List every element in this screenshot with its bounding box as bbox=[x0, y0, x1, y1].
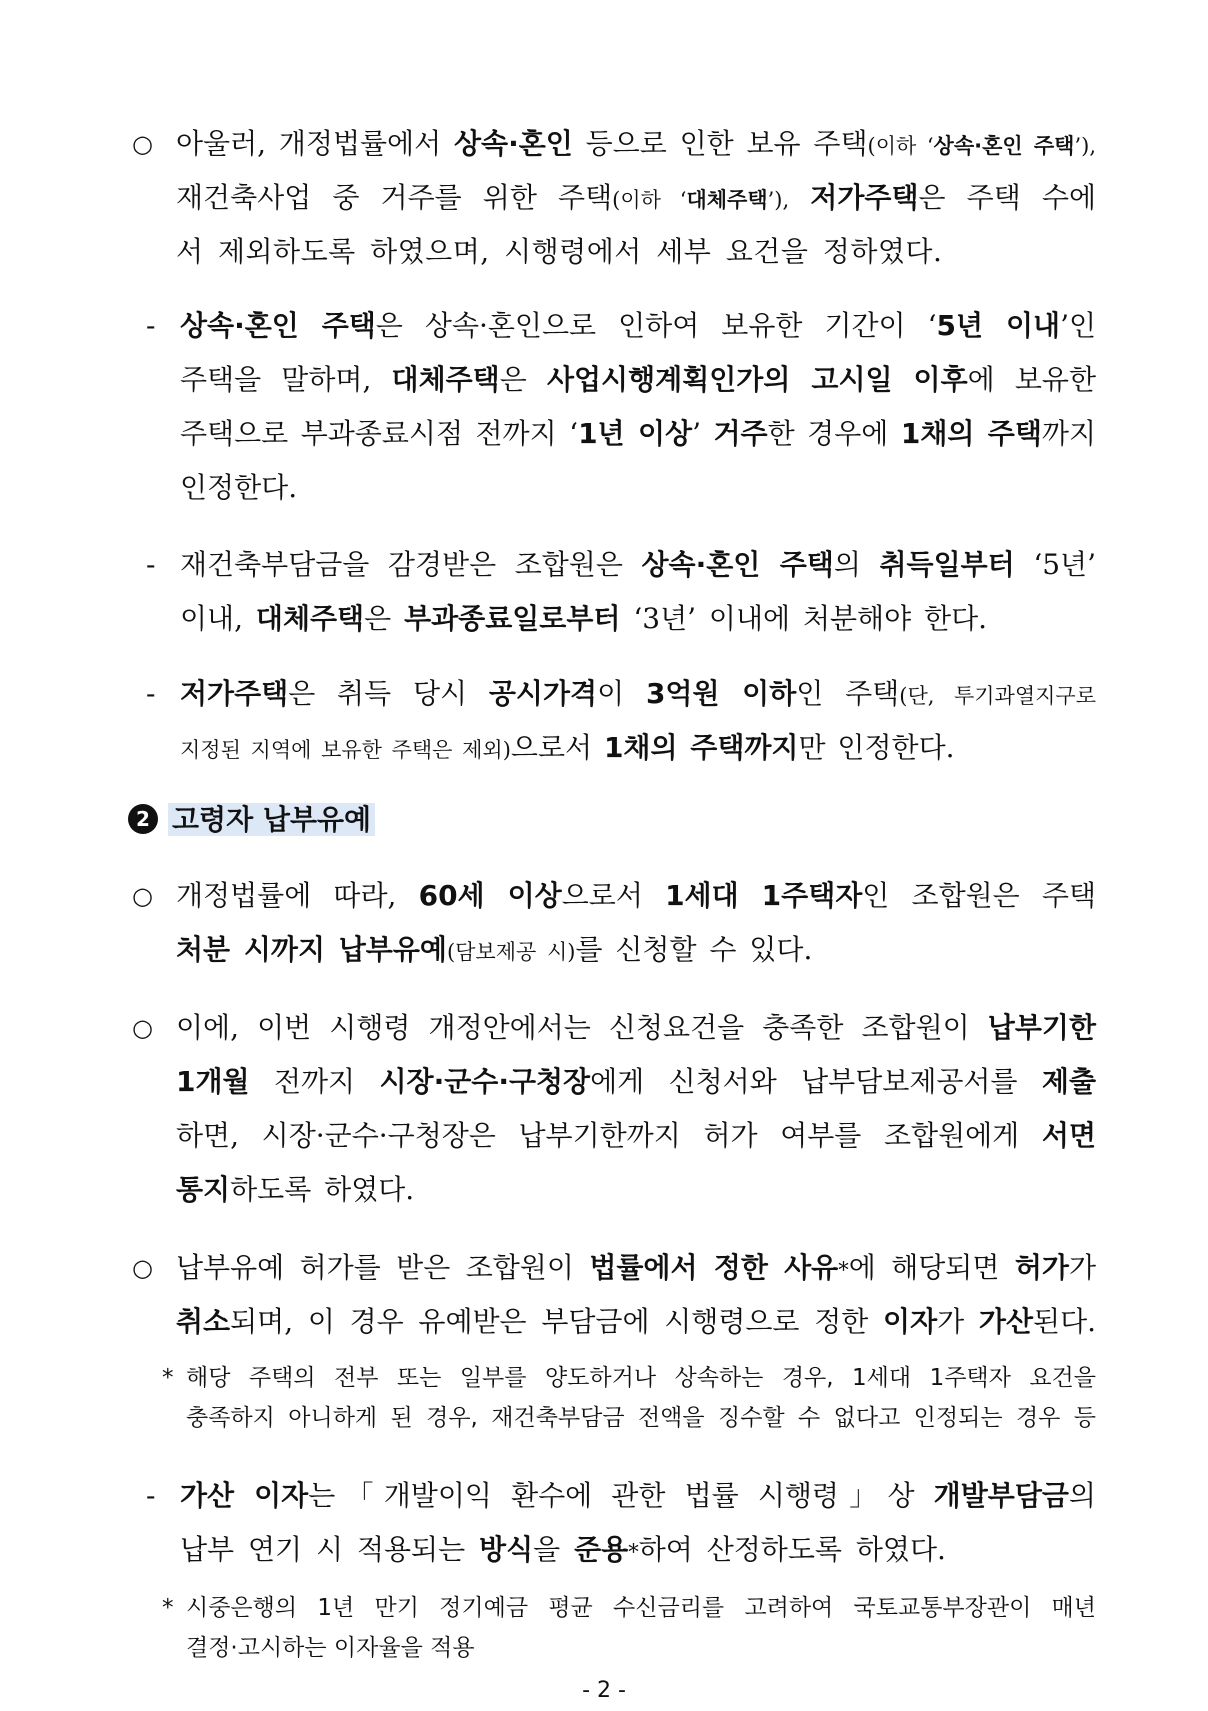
bold-text: 준용 bbox=[574, 1533, 629, 1566]
bold-text: 대체주택 bbox=[255, 602, 365, 635]
bold-text: 60세 이상 bbox=[418, 879, 562, 912]
text-line bbox=[180, 414, 1096, 454]
bold-text: 통지 bbox=[176, 1173, 231, 1206]
text-run: 이 bbox=[597, 677, 646, 710]
bold-text: 5년 이내 bbox=[936, 309, 1061, 342]
text-run: 을 bbox=[533, 1533, 575, 1566]
text-run: 를 신청할 수 있다. bbox=[575, 933, 813, 966]
circle-bullet: ○ bbox=[132, 882, 153, 910]
bold-text: 제출 bbox=[1041, 1065, 1096, 1098]
text-run: 하면, 시장·군수·구청장은 납부기한까지 허가 여부를 조합원에게 bbox=[176, 1119, 1042, 1152]
footnote-line: 해당 주택의 전부 또는 일부를 양도하거나 상속하는 경우, 1세대 1주택자 요건을 bbox=[186, 1365, 1096, 1391]
footnote-line: 충족하지 아니하게 된 경우, 재건축부담금 전액을 징수할 수 없다고 인정되는 경우 등 bbox=[186, 1405, 1096, 1431]
dash-bullet: - bbox=[146, 1479, 156, 1512]
text-run: 이에, 이번 시행령 개정안에서는 신청요건을 충족한 조합원이 bbox=[176, 1011, 988, 1044]
text-run: 하도록 하였다. bbox=[230, 1173, 415, 1206]
text-run: 으로서 bbox=[561, 879, 666, 912]
dash-bullet: - bbox=[146, 548, 156, 581]
text-run: 에 보유한 bbox=[967, 363, 1097, 396]
small-bold-text: 대체주택 bbox=[686, 188, 768, 212]
text-line bbox=[176, 1008, 1096, 1048]
text-line bbox=[176, 1116, 1096, 1156]
text-run: 은 주택 수에 bbox=[918, 181, 1096, 214]
text-line bbox=[176, 124, 1096, 164]
bold-text: 공시가격 bbox=[488, 677, 598, 710]
circle-bullet: ○ bbox=[132, 1014, 153, 1042]
text-line bbox=[180, 306, 1096, 346]
text-line bbox=[180, 599, 987, 639]
text-run: ‘3년’ 이내에 처분해야 한다. bbox=[620, 602, 988, 635]
small-text: ’), bbox=[767, 188, 790, 212]
text-run: 가 bbox=[1068, 1251, 1096, 1284]
small-bold-text: 상속·혼인 주택 bbox=[933, 134, 1075, 158]
text-line bbox=[176, 876, 1096, 916]
bold-text: 상속·혼인 주택 bbox=[180, 309, 376, 342]
bold-text: 취득일부터 bbox=[879, 548, 1015, 581]
text-run: 에 해당되면 bbox=[848, 1251, 1015, 1284]
bold-text: 가산 bbox=[978, 1305, 1034, 1338]
text-run: 인정한다. bbox=[180, 471, 298, 504]
small-text: (이하 ‘ bbox=[867, 134, 934, 158]
text-line bbox=[176, 1302, 1096, 1342]
bold-text: 시장·군수·구청장 bbox=[379, 1065, 591, 1098]
small-text: (담보제공 시) bbox=[446, 940, 576, 964]
text-run: 인 주택 bbox=[796, 677, 900, 710]
text-run: 가 bbox=[937, 1305, 979, 1338]
page-number: - 2 - bbox=[582, 1678, 626, 1703]
small-text: * bbox=[628, 1540, 639, 1564]
section-heading bbox=[128, 798, 375, 842]
circle-bullet: ○ bbox=[132, 1254, 153, 1282]
bold-text: 상속·혼인 bbox=[453, 127, 573, 160]
text-run: 의 bbox=[833, 548, 880, 581]
text-run: 한 경우에 bbox=[767, 417, 901, 450]
bold-text: 취소 bbox=[176, 1305, 231, 1338]
text-line bbox=[176, 1248, 1096, 1288]
bold-text: 처분 시까지 납부유예 bbox=[176, 933, 447, 966]
bold-text: 대체주택 bbox=[391, 363, 500, 396]
bold-text: 상속·혼인 주택 bbox=[641, 548, 834, 581]
footnote-line: 시중은행의 1년 만기 정기예금 평균 수신금리를 고려하여 국토교통부장관이 매년 bbox=[186, 1595, 1096, 1621]
bold-text: 거주 bbox=[713, 417, 768, 450]
bold-text: 저가주택 bbox=[180, 677, 289, 710]
text-run: 은 상속·혼인으로 인하여 보유한 기간이 ‘ bbox=[375, 309, 937, 342]
text-line bbox=[176, 930, 812, 970]
bold-text: 1채의 주택 bbox=[900, 417, 1042, 450]
text-run: ’ bbox=[692, 417, 714, 450]
text-run: 되며, 이 경우 유예받은 부담금에 시행령으로 정한 bbox=[230, 1305, 884, 1338]
bold-text: 1세대 1주택자 bbox=[665, 879, 863, 912]
text-run: 전까지 bbox=[249, 1065, 380, 1098]
text-line bbox=[180, 1530, 946, 1570]
footnote-asterisk: * bbox=[162, 1595, 174, 1621]
bold-text: 개발부담금 bbox=[933, 1479, 1069, 1512]
text-line bbox=[176, 178, 1096, 218]
bold-text: 가산 이자 bbox=[180, 1479, 309, 1512]
text-line bbox=[176, 1170, 414, 1210]
text-run: 까지 bbox=[1041, 417, 1096, 450]
text-run: 만 인정한다. bbox=[798, 731, 955, 764]
text-line bbox=[180, 468, 297, 508]
text-run: 은 취득 당시 bbox=[288, 677, 489, 710]
text-run: 이내, bbox=[180, 602, 256, 635]
text-run: 는「개발이익 환수에 관한 법률 시행령」상 bbox=[308, 1479, 934, 1512]
text-line bbox=[176, 232, 942, 272]
small-text: ’), bbox=[1074, 134, 1096, 158]
text-run: 아울러, 개정법률에서 bbox=[176, 127, 454, 160]
text-run: 은 bbox=[499, 363, 547, 396]
small-text: (이하 ‘ bbox=[612, 188, 687, 212]
text-run: ’인 bbox=[1060, 309, 1097, 342]
bold-text: 1개월 bbox=[176, 1065, 250, 1098]
text-line bbox=[180, 674, 1096, 714]
section-number-badge: 2 bbox=[128, 804, 158, 834]
small-text: 지정된 지역에 보유한 주택은 제외) bbox=[180, 738, 511, 762]
text-run bbox=[789, 181, 810, 214]
text-run: 서 제외하도록 하였으며, 시행령에서 세부 요건을 정하였다. bbox=[176, 235, 943, 268]
bold-text: 납부기한 bbox=[987, 1011, 1096, 1044]
text-run: 등으로 인한 보유 주택 bbox=[572, 127, 868, 160]
small-text: * bbox=[838, 1258, 849, 1282]
text-run: ‘5년’ bbox=[1014, 548, 1096, 581]
text-run: 주택을 말하며, bbox=[180, 363, 392, 396]
text-line bbox=[180, 360, 1096, 400]
bold-text: 서면 bbox=[1041, 1119, 1096, 1152]
text-run: 납부유예 허가를 받은 조합원이 bbox=[176, 1251, 590, 1284]
dash-bullet: - bbox=[146, 309, 156, 342]
text-line bbox=[180, 1476, 1096, 1516]
footnote-asterisk: * bbox=[162, 1365, 174, 1391]
text-run: 인 조합원은 주택 bbox=[862, 879, 1096, 912]
text-run: 주택으로 부과종료시점 전까지 ‘ bbox=[180, 417, 579, 450]
bold-text: 저가주택 bbox=[810, 181, 919, 214]
footnote-line: 결정·고시하는 이자율을 적용 bbox=[186, 1635, 475, 1661]
bold-text: 3억원 이하 bbox=[645, 677, 797, 710]
section-title: 고령자 납부유예 bbox=[168, 803, 375, 836]
bold-text: 1채의 주택까지 bbox=[603, 731, 799, 764]
bold-text: 허가 bbox=[1014, 1251, 1069, 1284]
text-line bbox=[180, 728, 955, 768]
text-run: 재건축사업 중 거주를 위한 주택 bbox=[176, 181, 613, 214]
text-run: 된다. bbox=[1033, 1305, 1097, 1338]
text-run: 에게 신청서와 납부담보제공서를 bbox=[590, 1065, 1042, 1098]
text-run: 의 bbox=[1068, 1479, 1096, 1512]
text-run: 은 bbox=[364, 602, 405, 635]
bold-text: 사업시행계획인가의 고시일 이후 bbox=[546, 363, 968, 396]
text-run: 재건축부담금을 감경받은 조합원은 bbox=[180, 548, 642, 581]
dash-bullet: - bbox=[146, 677, 156, 710]
text-run: 으로서 bbox=[510, 731, 604, 764]
small-text: (단, 투기과열지구로 bbox=[899, 684, 1096, 708]
text-line bbox=[176, 1062, 1096, 1102]
text-run: 하여 산정하도록 하였다. bbox=[638, 1533, 946, 1566]
text-run: 개정법률에 따라, bbox=[176, 879, 419, 912]
bold-text: 이자 bbox=[883, 1305, 938, 1338]
circle-bullet: ○ bbox=[132, 130, 153, 158]
text-run: 납부 연기 시 적용되는 bbox=[180, 1533, 480, 1566]
bold-text: 방식 bbox=[479, 1533, 534, 1566]
bold-text: 1년 이상 bbox=[578, 417, 693, 450]
bold-text: 법률에서 정한 사유 bbox=[589, 1251, 839, 1284]
text-line bbox=[180, 545, 1096, 585]
bold-text: 부과종료일로부터 bbox=[404, 602, 621, 635]
